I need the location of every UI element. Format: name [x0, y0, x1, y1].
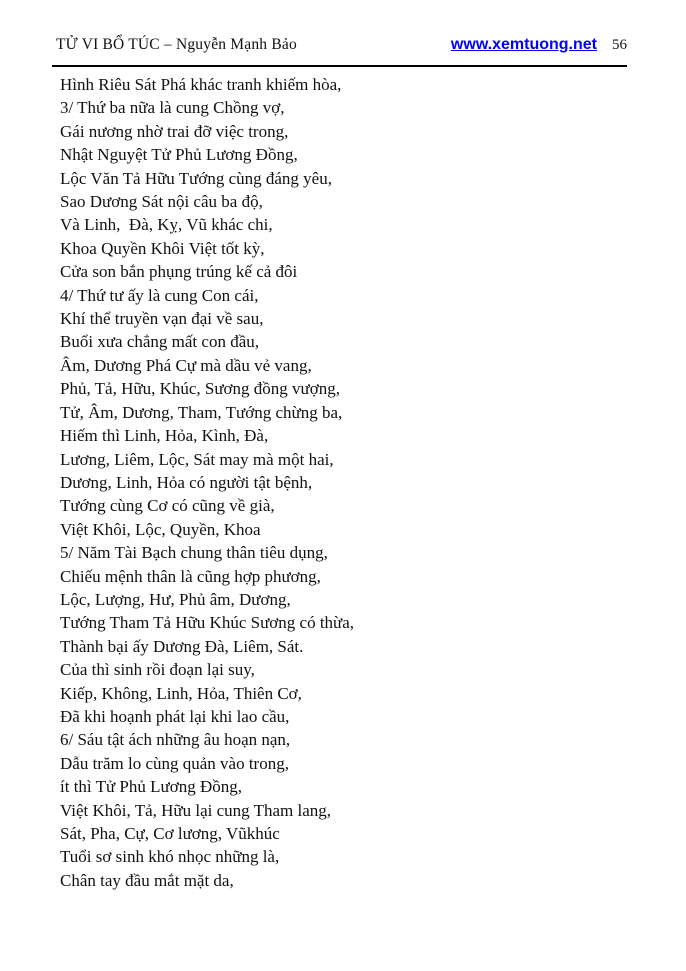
poem-line: Và Linh, Đà, Kỵ, Vũ khác chi,: [60, 215, 273, 235]
website-link[interactable]: www.xemtuong.net: [450, 36, 597, 53]
poem-line: Tướng Tham Tả Hữu Khúc Sương có thừa,: [60, 613, 355, 633]
poem-line: Lương, Liêm, Lộc, Sát may mà một hai,: [60, 449, 334, 469]
poem-line: Gái nương nhờ trai đỡ việc trong,: [60, 121, 289, 141]
poem-line: Cửa son bắn phụng trúng kế cả đôi: [60, 262, 298, 282]
poem-line: 6/ Sáu tật ách những âu hoạn nạn,: [60, 730, 291, 750]
poem-line: Nhật Nguyệt Tử Phủ Lương Đồng,: [60, 145, 298, 165]
poem-line: Lộc Văn Tả Hữu Tướng cùng đáng yêu,: [60, 168, 332, 188]
poem-line: Dẫu trăm lo cùng quản vào trong,: [60, 753, 289, 773]
poem-line: Dương, Linh, Hỏa có người tật bệnh,: [60, 472, 313, 492]
poem-line: Sao Dương Sát nội câu ba độ,: [60, 192, 263, 212]
poem-line: Việt Khôi, Lộc, Quyền, Khoa: [60, 519, 261, 539]
poem-line: Thành bại ấy Dương Đà, Liêm, Sát.: [60, 636, 304, 656]
poem-line: Tử, Âm, Dương, Tham, Tướng chừng ba,: [60, 402, 343, 422]
book-title: TỬ VI BỔ TÚC – Nguyễn Mạnh Bảo: [56, 36, 297, 53]
page-number: 56: [612, 37, 627, 53]
header-divider: [52, 65, 627, 67]
poem-line: Lộc, Lượng, Hư, Phủ âm, Dương,: [60, 589, 291, 609]
poem-line: 4/ Thứ tư ấy là cung Con cái,: [60, 285, 259, 305]
poem-line: ít thì Tử Phủ Lương Đồng,: [60, 777, 243, 797]
poem-line: Đã khi hoạnh phát lại khi lao cầu,: [60, 706, 290, 726]
poem-line: Của thì sinh rồi đoạn lại suy,: [60, 660, 255, 680]
poem-line: Việt Khôi, Tả, Hữu lại cung Tham lang,: [60, 800, 332, 820]
poem-line: Phủ, Tả, Hữu, Khúc, Sương đồng vượng,: [60, 379, 341, 399]
poem-line: Hình Riêu Sát Phá khác tranh khiếm hòa,: [60, 75, 342, 94]
page-header: [56, 36, 627, 54]
poem-line: Chiếu mệnh thân là cũng hợp phương,: [60, 566, 321, 586]
poem-line: Chân tay đầu mắt mặt da,: [60, 870, 234, 890]
poem-line: Âm, Dương Phá Cự mà dầu vẻ vang,: [60, 355, 312, 375]
poem-line: Hiếm thì Linh, Hỏa, Kình, Đà,: [60, 426, 269, 446]
poem-line: Khí thể truyền vạn đại về sau,: [60, 309, 264, 329]
poem-line: Khoa Quyền Khôi Việt tốt kỳ,: [60, 238, 265, 258]
poem-text-block: [56, 73, 627, 892]
poem-line: Tuổi sơ sinh khó nhọc những là,: [60, 847, 280, 867]
header-right-group: [451, 36, 627, 54]
poem-line: 5/ Năm Tài Bạch chung thân tiêu dụng,: [60, 543, 328, 563]
poem-line: 3/ Thứ ba nữa là cung Chồng vợ,: [60, 98, 285, 118]
poem-line: Buổi xưa chẳng mất con đầu,: [60, 332, 259, 352]
poem-line: Kiếp, Không, Linh, Hỏa, Thiên Cơ,: [60, 683, 302, 703]
poem-line: Sát, Pha, Cự, Cơ lương, Vũkhúc: [60, 824, 280, 843]
poem-line: Tướng cùng Cơ có cũng về già,: [60, 496, 275, 516]
